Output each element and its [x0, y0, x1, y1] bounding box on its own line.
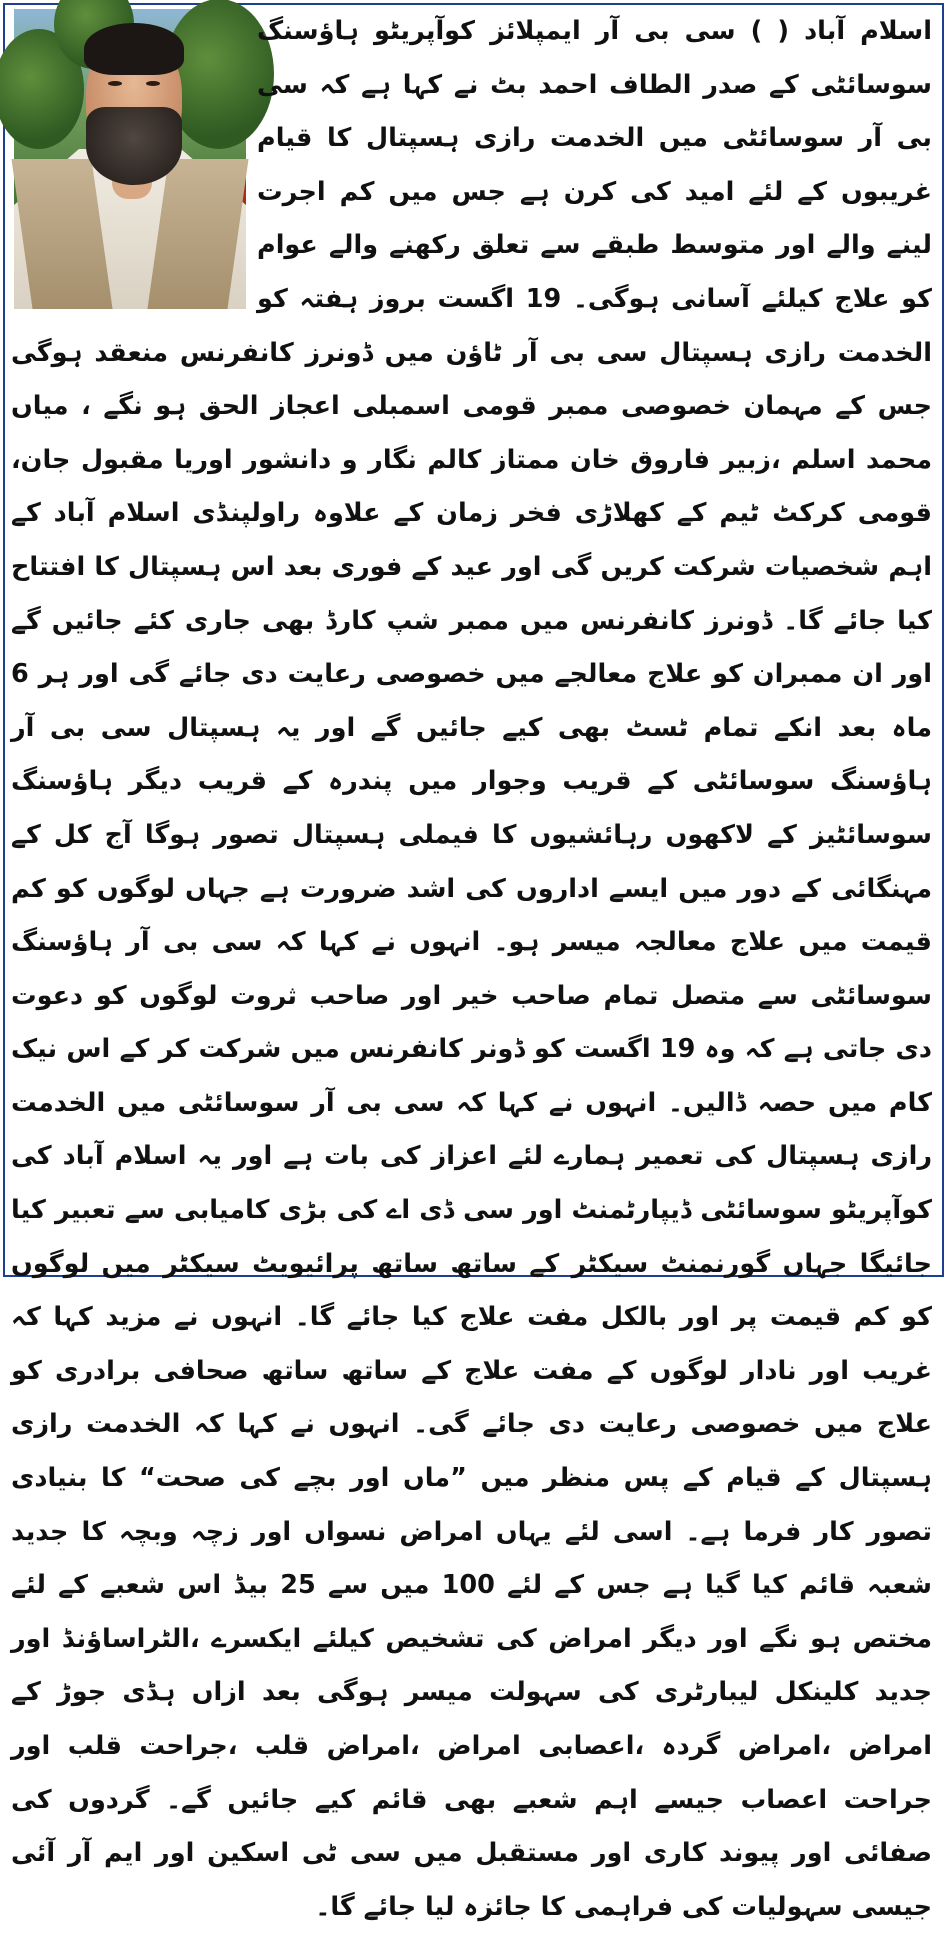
news-clipping	[3, 3, 944, 1922]
article-body: اسلام آباد ( ) سی بی آر ایمپلائز کوآپریٹو ہاؤسنگ سوسائٹی کے صدر الطاف احمد بٹ نے کہا ہے کہ سی بی آر سوسائٹی میں الخدمت رازی ہسپتال کا قیام غریبوں کے لئے امید کی کرن ہے جس میں کم اجرت لینے والے اور متوسط طبقے سے تعلق رکھنے والے عوام کو علاج کیلئے آسانی ہوگی۔ 19 اگست بروز ہفتہ کو الخدمت رازی ہسپتال سی بی آر ٹاؤن میں ڈونرز کانفرنس منعقد ہوگی جس کے مہمان خصوصی ممبر قومی اسمبلی اعجاز الحق ہو نگے ، میاں محمد اسلم ،زبیر فاروق خان ممتاز کالم نگار و دانشور اوریا مقبول جان، قومی کرکٹ ٹیم کے کھلاڑی فخر زمان کے علاوہ راولپنڈی اسلام آباد کے اہم شخصیات شرکت کریں گی اور عید کے فوری بعد اس ہسپتال کا افتتاح کیا جائے گا۔ ڈونرز کانفرنس میں ممبر شپ کارڈ بھی جاری کئے جائیں گے اور ان ممبران کو علاج معالجے میں خصوصی رعایت دی جائے گی اور ہر 6 ماہ بعد انکے تمام ٹسٹ بھی کیے جائیں گے اور یہ ہسپتال سی بی آر ہاؤسنگ سوسائٹی کے قریب وجوار میں پندرہ کے قریب دیگر ہاؤسنگ سوسائٹیز کے لاکھوں رہائشیوں کا فیملی ہسپتال تصور ہوگا آج کل کے مہنگائی کے دور میں ایسے اداروں کی اشد ضرورت ہے جہاں لوگوں کو کم قیمت میں علاج معالجہ میسر ہو۔ انہوں نے کہا کہ سی بی آر ہاؤسنگ سوسائٹی سے متصل تمام صاحب خیر اور صاحب ثروت لوگوں کو دعوت دی جاتی ہے کہ وہ 19 اگست کو ڈونر کانفرنس میں شرکت کر کے اس نیک کام میں حصہ ڈالیں۔ انہوں نے کہا کہ سی بی آر سوسائٹی میں الخدمت رازی ہسپتال کی تعمیر ہمارے لئے اعزاز کی بات ہے اور یہ اسلام آباد کی کوآپریٹو سوسائٹی ڈیپارٹمنٹ اور سی ڈی اے کی بڑی کامیابی سے تعبیر کیا جائیگا جہاں گورنمنٹ سیکٹر کے ساتھ ساتھ پرائیویٹ سیکٹر میں لوگوں کو کم قیمت پر اور بالکل مفت علاج کیا جائے گا۔ انہوں نے مزید کہا کہ غریب اور نادار لوگوں کے مفت علاج کے ساتھ ساتھ صحافی برادری کو علاج میں خصوصی رعایت دی جائے گی۔ انہوں نے کہا کہ الخدمت رازی ہسپتال کے قیام کے پس منظر میں ”ماں اور بچے کی صحت“ کا بنیادی تصور کار فرما ہے۔ اسی لئے یہاں امراض نسواں اور زچہ وبچہ کا جدید شعبہ قائم کیا گیا ہے جس کے لئے 100 میں سے 25 بیڈ اس شعبے کے لئے مختص ہو نگے اور دیگر امراض کی تشخیص کیلئے ایکسرے ،الٹراساؤنڈ اور جدید کلینکل لیبارٹری کی سہولت میسر ہوگی بعد ازاں ہڈی جوڑ کے امراض ،امراض گردہ ،اعصابی امراض ،امراض قلب ،جراحت قلب اور جراحت اعصاب جیسے اہم شعبے بھی قائم کیے جائیں گے۔ گردوں کی صفائی اور پیوند کاری اور مستقبل میں سی ٹی اسکین اور ایم آر آئی جیسی سہولیات کی فراہمی کا جائزہ لیا جائے گا۔	[11, 16, 932, 1922]
